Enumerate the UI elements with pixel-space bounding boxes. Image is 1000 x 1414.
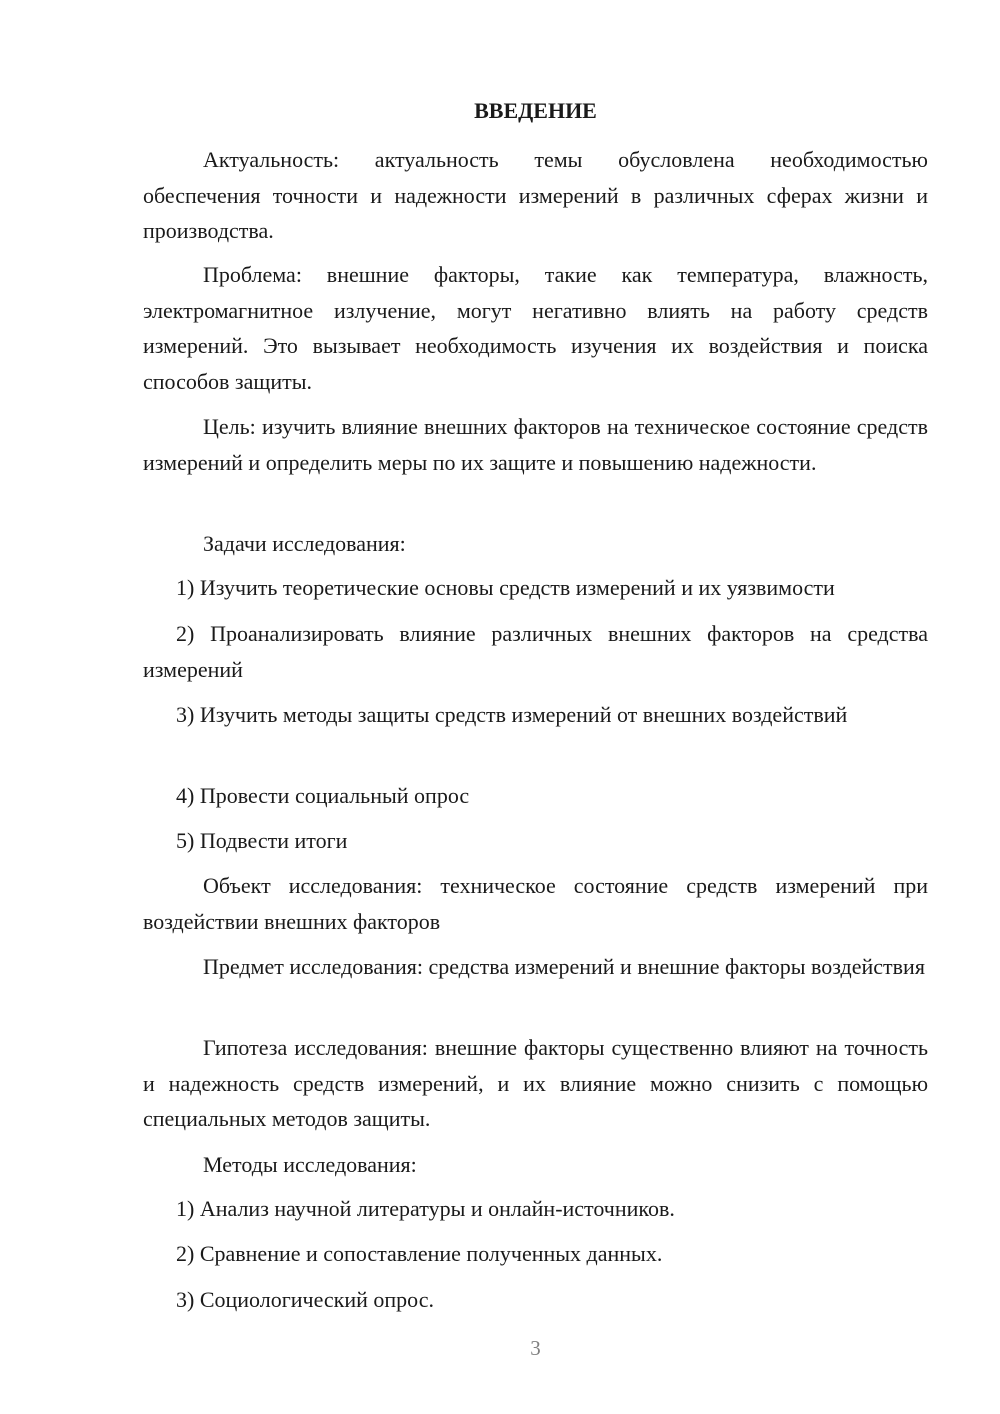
method-item-2: 2) Сравнение и сопоставление полученных данных.: [176, 1241, 663, 1266]
method-item-1: 1) Анализ научной литературы и онлайн-источников.: [176, 1196, 675, 1221]
task-item-3: 3) Изучить методы защиты средств измерений от внешних воздействий: [176, 702, 848, 727]
section-title: ВВЕДЕНИЕ: [474, 98, 597, 123]
paragraph-relevance: Актуальность: актуальность темы обусловлена необходимостью обеспечения точности и надежности измерений в различных сферах жизни и производства.: [143, 147, 928, 243]
paragraph-goal: Цель: изучить влияние внешних факторов на техническое состояние средств измерений и определить меры по их защите и повышению надежности.: [143, 414, 928, 475]
task-item-4: 4) Провести социальный опрос: [176, 783, 470, 808]
task-item-1: 1) Изучить теоретические основы средств измерений и их уязвимости: [176, 575, 835, 600]
paragraph-methods-heading: Методы исследования:: [203, 1152, 417, 1177]
paragraph-problem: Проблема: внешние факторы, такие как температура, влажность, электромагнитное излучение, могут негативно влиять на работу средств измерений. Это вызывает необходимость изучения их воздействия и поиска способов защиты.: [143, 262, 928, 394]
task-item-5: 5) Подвести итоги: [176, 828, 348, 853]
paragraph-subject: Предмет исследования: средства измерений и внешние факторы воздействия: [203, 954, 925, 979]
task-item-2: 2) Проанализировать влияние различных внешних факторов на средства измерений: [143, 621, 928, 682]
method-item-3: 3) Социологический опрос.: [176, 1287, 434, 1312]
paragraph-object: Объект исследования: техническое состояние средств измерений при воздействии внешних факторов: [143, 873, 928, 934]
paragraph-tasks-heading: Задачи исследования:: [203, 531, 406, 556]
paragraph-hypothesis: Гипотеза исследования: внешние факторы существенно влияют на точность и надежность средств измерений, и их влияние можно снизить с помощью специальных методов защиты.: [143, 1035, 928, 1131]
page-number: 3: [530, 1336, 541, 1360]
